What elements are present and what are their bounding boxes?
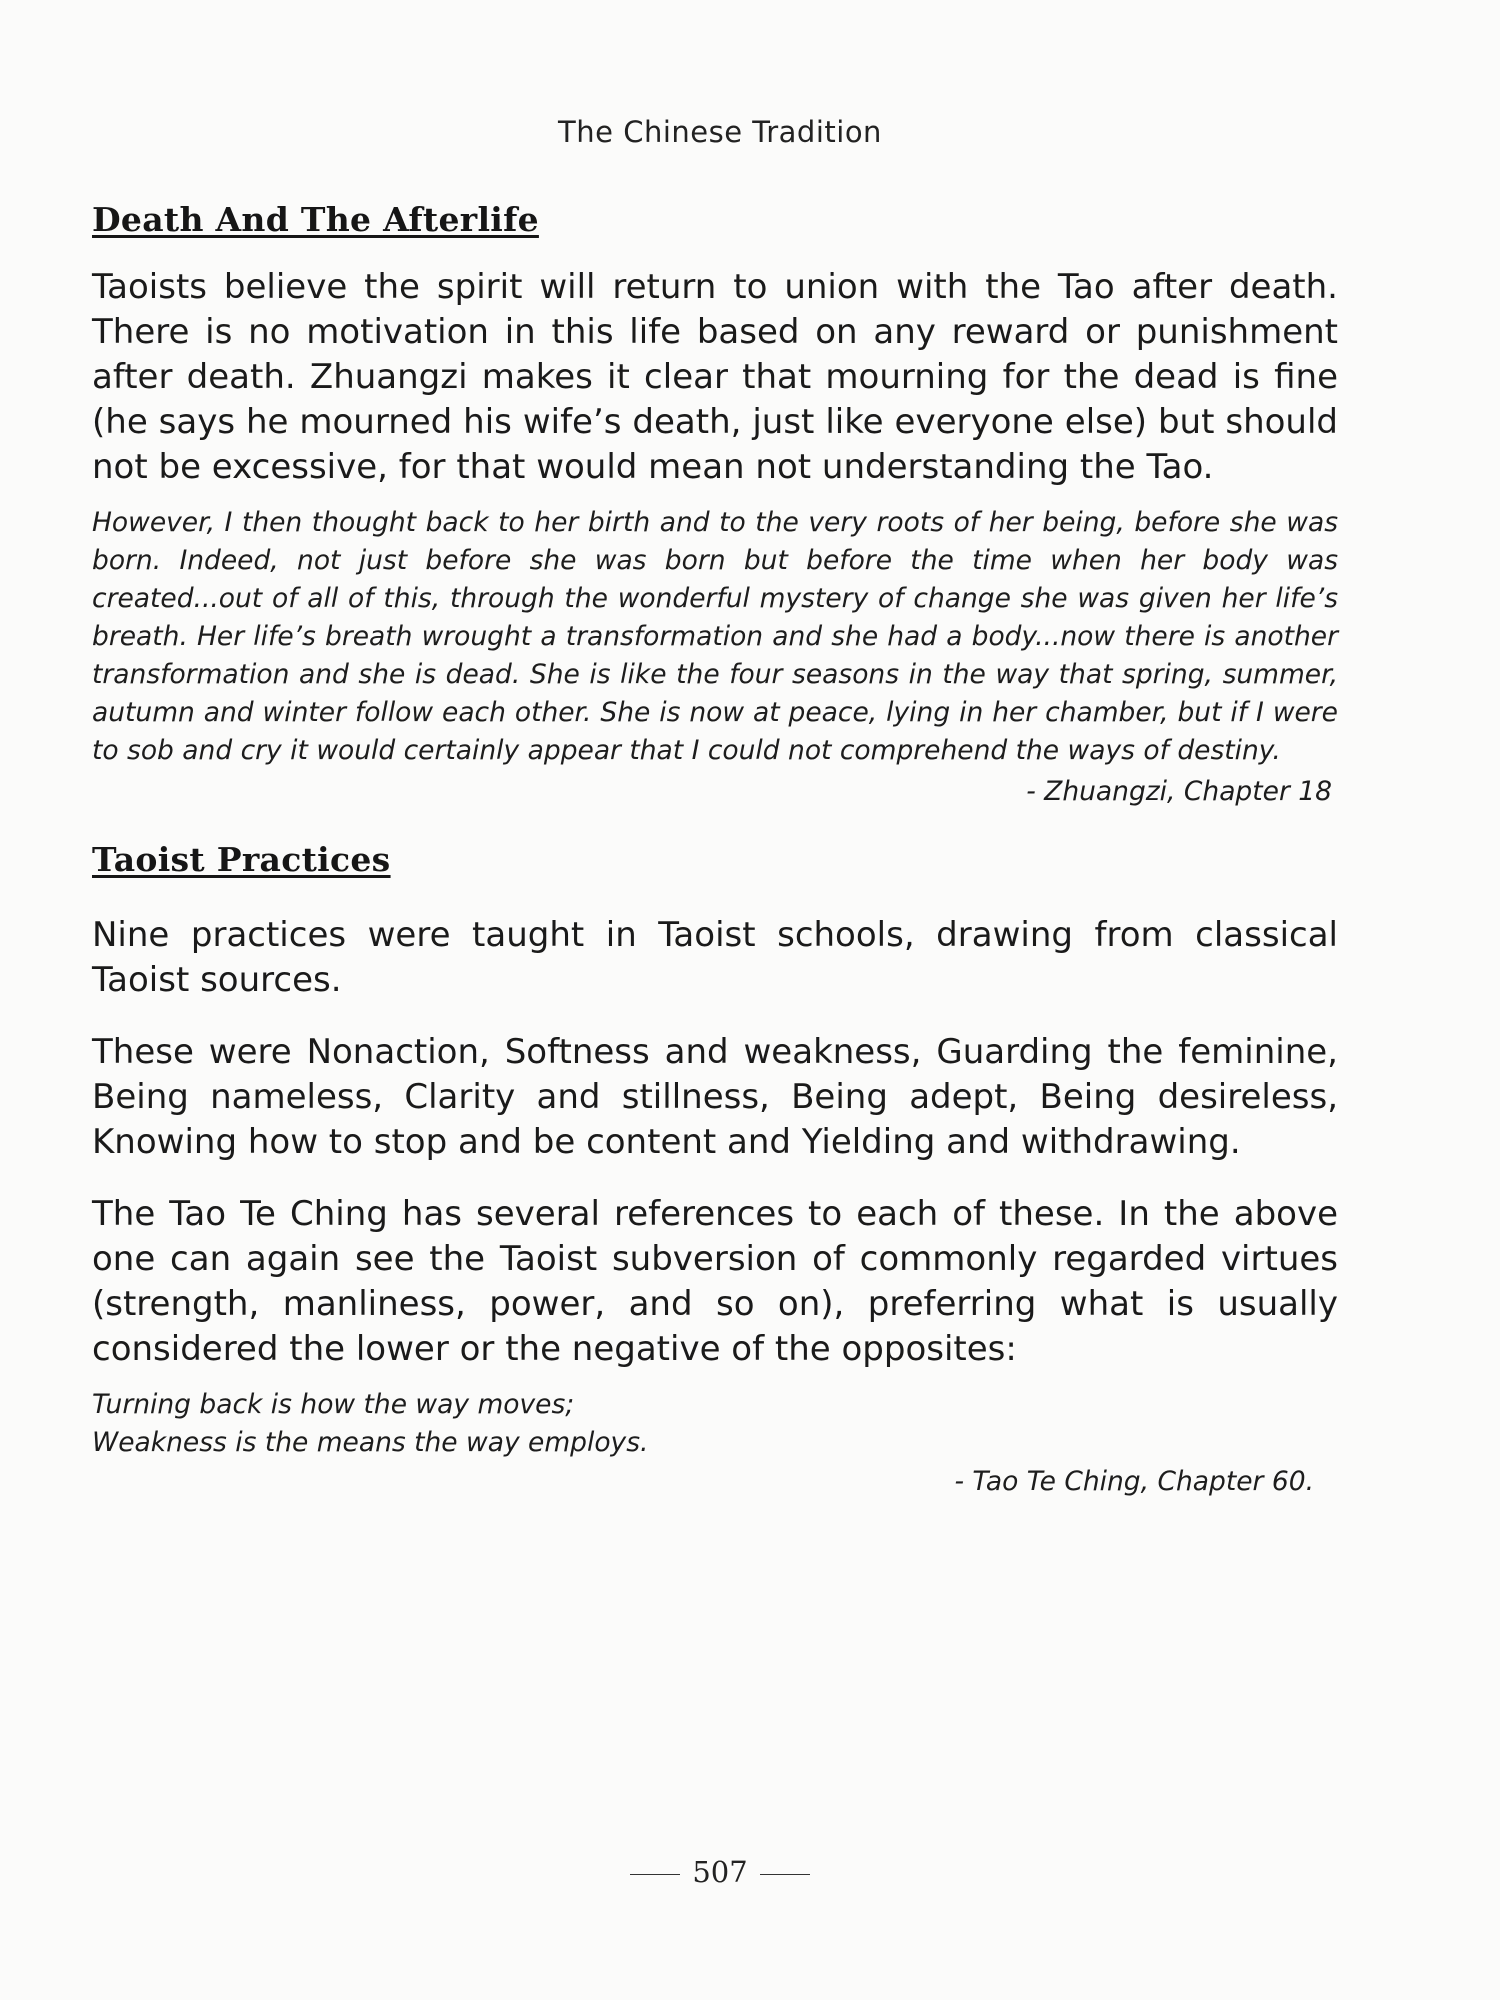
verse-line: Weakness is the means the way employs. xyxy=(92,1427,649,1458)
section-heading-death-afterlife: Death And The Afterlife xyxy=(92,200,539,239)
verse-line: Turning back is how the way moves; xyxy=(92,1389,575,1420)
page-content xyxy=(92,200,1338,1500)
page-number: 507 xyxy=(692,1855,748,1889)
folio-dash-left xyxy=(630,1874,680,1875)
section-heading-taoist-practices: Taoist Practices xyxy=(92,840,391,879)
quote-attribution-zhuangzi: - Zhuangzi, Chapter 18 xyxy=(1026,776,1332,807)
paragraph-afterlife: Taoists believe the spirit will return to union with the Tao after death. There is no motivation in this life based on any reward or punishment after death. Zhuangzi makes it clear that mourning for the dead is fine (he says he mourned his wife’s death, just like everyone else) but should not be excessive, for that would mean not understanding the Tao. xyxy=(92,267,1338,487)
page-number-footer xyxy=(0,1855,1440,1889)
paragraph-practice-list: These were Nonaction, Softness and weakness, Guarding the feminine, Being nameless, Clarity and stillness, Being adept, Being desireless, Knowing how to stop and be content and Yielding and withdrawing. xyxy=(92,1032,1338,1162)
verse-quote xyxy=(92,1386,1338,1462)
paragraph-nine-practices: Nine practices were taught in Taoist schools, drawing from classical Taoist sources. xyxy=(92,915,1338,1000)
quote-attribution-tao-te-ching: - Tao Te Ching, Chapter 60. xyxy=(954,1466,1314,1497)
block-quote-zhuangzi: However, I then thought back to her birth and to the very roots of her being, before she was born. Indeed, not just before she was born but before the time when her body was created...out of all of this, through the wonderful mystery of change she was given her life’s breath. Her life’s breath wrought a transformation and she had a body...now there is another transformation and she is dead. She is like the four seasons in the way that spring, summer, autumn and winter follow each other. She is now at peace, lying in her chamber, but if I were to sob and cry it would certainly appear that I could not comprehend the ways of destiny. xyxy=(92,507,1338,766)
folio-dash-right xyxy=(760,1874,810,1875)
paragraph-tao-te-ching: The Tao Te Ching has several references to each of these. In the above one can again see the Taoist subversion of commonly regarded virtues (strength, manliness, power, and so on), preferring what is usually considered the lower or the negative of the opposites: xyxy=(92,1194,1338,1369)
running-head: The Chinese Tradition xyxy=(558,115,882,149)
